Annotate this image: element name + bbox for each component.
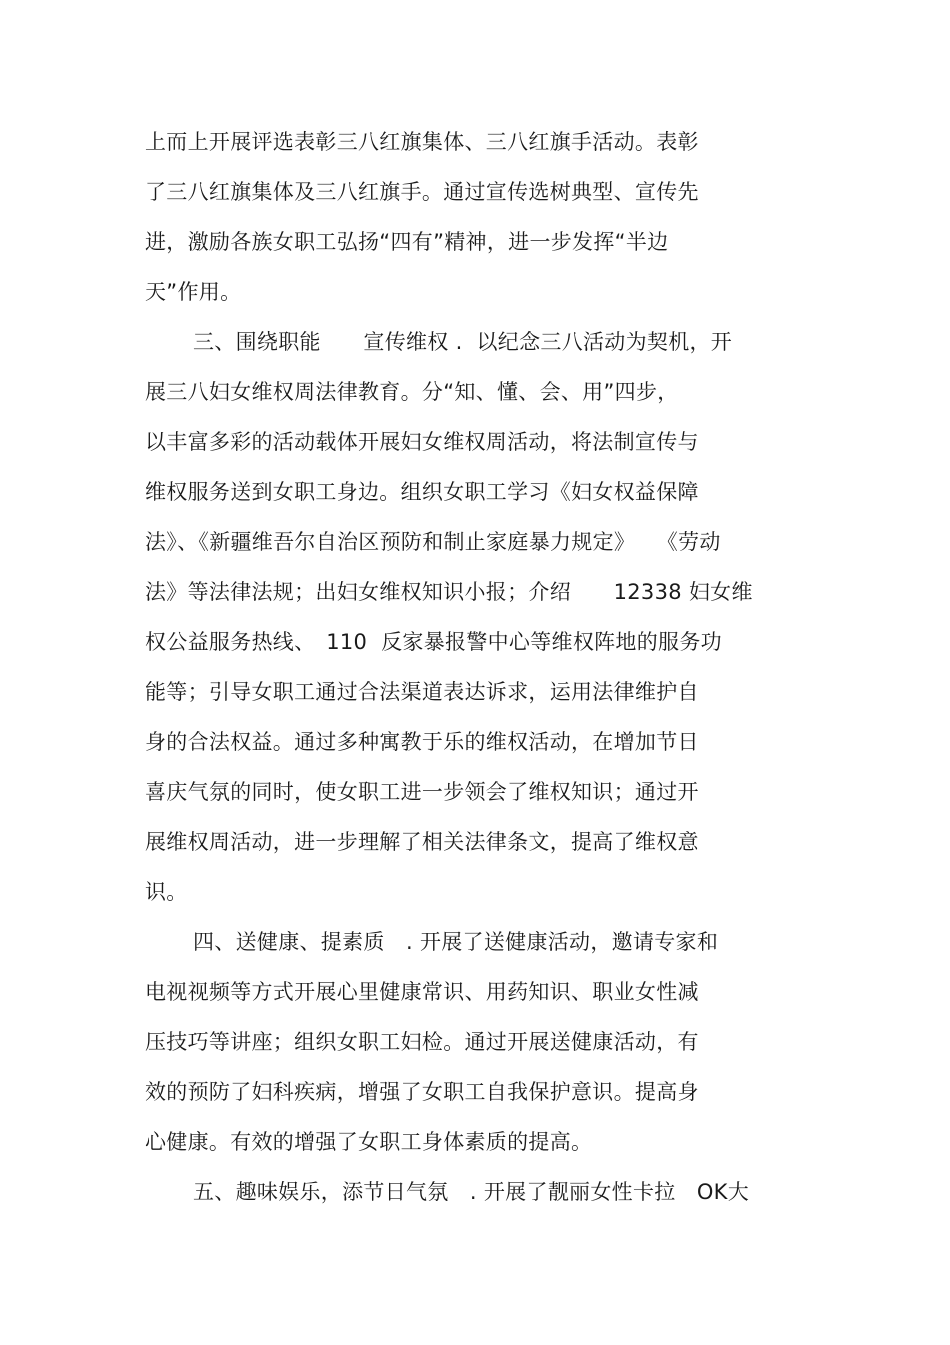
text-line: 识。 <box>145 880 188 904</box>
text-line: 喜庆气氛的同时，使女职工进一步领会了维权知识；通过开 <box>145 780 699 804</box>
text-line: 天”作用。 <box>145 280 242 304</box>
text-line: 能等；引导女职工通过合法渠道表达诉求，运用法律维护自 <box>145 680 699 704</box>
text-line: 展三八妇女维权周法律教育。分“知、懂、会、用”四步， <box>145 380 679 404</box>
text-line: 压技巧等讲座；组织女职工妇检。通过开展送健康活动，有 <box>145 1030 699 1054</box>
text-line: 效的预防了妇科疾病，增强了女职工自我保护意识。提高身 <box>145 1080 699 1104</box>
text-line: 权公益服务热线、 110 反家暴报警中心等维权阵地的服务功 <box>145 630 722 654</box>
text-line: 电视视频等方式开展心里健康常识、用药知识、职业女性减 <box>145 980 699 1004</box>
text-line: 以丰富多彩的活动载体开展妇女维权周活动，将法制宣传与 <box>145 430 699 454</box>
section-heading-line: 五、趣味娱乐，添节日气氛 . 开展了靓丽女性卡拉 OK大 <box>193 1180 750 1204</box>
text-line: 心健康。有效的增强了女职工身体素质的提高。 <box>145 1130 593 1154</box>
text-line: 了三八红旗集体及三八红旗手。通过宣传选树典型、宣传先 <box>145 180 699 204</box>
text-line: 上而上开展评选表彰三八红旗集体、三八红旗手活动。表彰 <box>145 130 699 154</box>
text-line: 身的合法权益。通过多种寓教于乐的维权活动，在增加节日 <box>145 730 699 754</box>
section-heading-line: 三、围绕职能 宣传维权 . 以纪念三八活动为契机，开 <box>193 330 733 354</box>
section-heading-line: 四、送健康、提素质 . 开展了送健康活动，邀请专家和 <box>193 930 719 954</box>
text-line: 法》等法律法规；出妇女维权知识小报；介绍 12338 妇女维 <box>145 580 753 604</box>
text-line: 维权服务送到女职工身边。组织女职工学习《妇女权益保障 <box>145 480 699 504</box>
text-line: 展维权周活动，进一步理解了相关法律条文，提高了维权意 <box>145 830 699 854</box>
text-line: 法》、《新疆维吾尔自治区预防和制止家庭暴力规定》 《劳动 <box>145 530 721 554</box>
text-line: 进，激励各族女职工弘扬“四有”精神，进一步发挥“半边 <box>145 230 669 254</box>
